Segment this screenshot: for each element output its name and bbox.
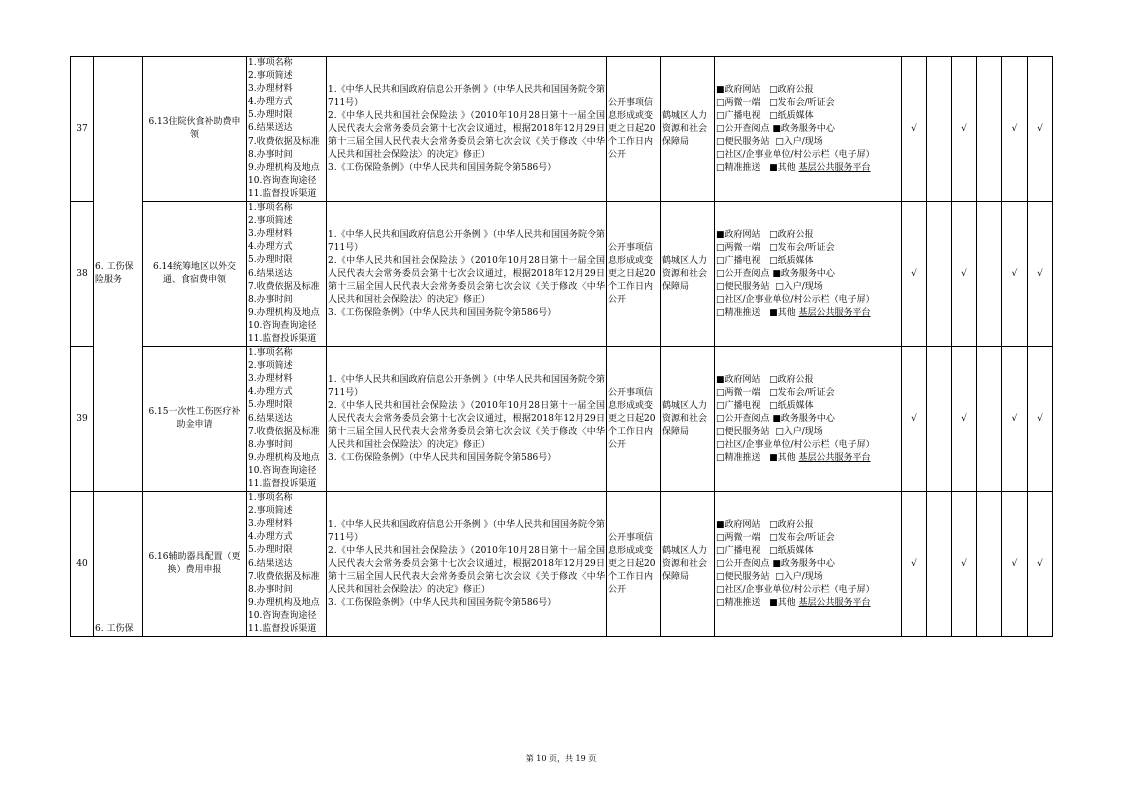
check-mark: √ [1028, 347, 1053, 492]
row-number: 39 [71, 347, 94, 492]
disclosure-basis: 1.《中华人民共和国政府信息公开条例 》（中华人民共和国国务院令第711号） 2.《中华人民共和国社会保险法 》（2010年10月28日第十一届全国人民代表大会常务委员会第十七次会议通过，根据2018年12月29日第十三届全国人民代表大会常务委员会第七次会议《关于修改〈中华人民共和国社会保险法〉的决定》修正） 3.《工伤保险条例》（中华人民共和国国务院令第586号） [327, 57, 607, 202]
service-category: 6. 工伤保险服务 [94, 57, 143, 492]
disclosure-channels: ■政府网站 □政府公报 □两微一端 □发布会/听证会 □广播电视 □纸质媒体 □公开查阅点 ■政务服务中心 □便民服务站 □入户/现场 □社区/企事业单位/村公示栏（电子屏） □精准推送 ■其他 基层公共服务平台 [715, 492, 902, 637]
check-mark: √ [902, 492, 927, 637]
disclosure-department: 鹤城区人力资源和社会保障局 [661, 347, 715, 492]
check-mark: √ [952, 202, 977, 347]
empty-cell [977, 202, 1002, 347]
row-number: 38 [71, 202, 94, 347]
empty-cell [977, 492, 1002, 637]
empty-cell [977, 57, 1002, 202]
disclosure-time-limit: 公开事项信息形成或变更之日起20个工作日内公开 [607, 492, 661, 637]
disclosure-content: 1.事项名称 2.事项简述 3.办理材料 4.办理方式 5.办理时限 6.结果送达 7.收费依据及标准 8.办事时间 9.办理机构及地点 10.咨询查询途径 11.监督投诉渠道 [247, 57, 327, 202]
disclosure-basis: 1.《中华人民共和国政府信息公开条例 》（中华人民共和国国务院令第711号） 2.《中华人民共和国社会保险法 》（2010年10月28日第十一届全国人民代表大会常务委员会第十七次会议通过，根据2018年12月29日第十三届全国人民代表大会常务委员会第七次会议《关于修改〈中华人民共和国社会保险法〉的决定》修正） 3.《工伤保险条例》（中华人民共和国国务院令第586号） [327, 202, 607, 347]
check-mark: √ [1002, 492, 1028, 637]
item-name: 6.13住院伙食补助费申领 [143, 57, 247, 202]
disclosure-time-limit: 公开事项信息形成或变更之日起20个工作日内公开 [607, 57, 661, 202]
disclosure-content: 1.事项名称 2.事项简述 3.办理材料 4.办理方式 5.办理时限 6.结果送达 7.收费依据及标准 8.办事时间 9.办理机构及地点 10.咨询查询途径 11.监督投诉渠道 [247, 202, 327, 347]
empty-cell [927, 347, 952, 492]
disclosure-department: 鹤城区人力资源和社会保障局 [661, 492, 715, 637]
empty-cell [927, 492, 952, 637]
disclosure-content: 1.事项名称 2.事项简述 3.办理材料 4.办理方式 5.办理时限 6.结果送达 7.收费依据及标准 8.办事时间 9.办理机构及地点 10.咨询查询途径 11.监督投诉渠道 [247, 347, 327, 492]
check-mark: √ [1028, 492, 1053, 637]
check-mark: √ [902, 57, 927, 202]
row-number: 40 [71, 492, 94, 637]
table-row [71, 57, 1053, 202]
item-name: 6.16辅助器具配置（更换）费用申报 [143, 492, 247, 637]
check-mark: √ [952, 347, 977, 492]
disclosure-time-limit: 公开事项信息形成或变更之日起20个工作日内公开 [607, 347, 661, 492]
disclosure-table [70, 56, 1053, 637]
disclosure-channels: ■政府网站 □政府公报 □两微一端 □发布会/听证会 □广播电视 □纸质媒体 □公开查阅点 ■政务服务中心 □便民服务站 □入户/现场 □社区/企事业单位/村公示栏（电子屏） □精准推送 ■其他 基层公共服务平台 [715, 202, 902, 347]
disclosure-basis: 1.《中华人民共和国政府信息公开条例 》（中华人民共和国国务院令第711号） 2.《中华人民共和国社会保险法 》（2010年10月28日第十一届全国人民代表大会常务委员会第十七次会议通过，根据2018年12月29日第十三届全国人民代表大会常务委员会第七次会议《关于修改〈中华人民共和国社会保险法〉的决定》修正） 3.《工伤保险条例》（中华人民共和国国务院令第586号） [327, 347, 607, 492]
check-mark: √ [952, 492, 977, 637]
row-number: 37 [71, 57, 94, 202]
page-footer: 第 10 页，共 19 页 [525, 754, 597, 763]
check-mark: √ [902, 202, 927, 347]
item-name: 6.14统筹地区以外交通、食宿费申领 [143, 202, 247, 347]
disclosure-content: 1.事项名称 2.事项简述 3.办理材料 4.办理方式 5.办理时限 6.结果送达 7.收费依据及标准 8.办事时间 9.办理机构及地点 10.咨询查询途径 11.监督投诉渠道 [247, 492, 327, 637]
table-row [71, 347, 1053, 492]
check-mark: √ [1028, 57, 1053, 202]
disclosure-department: 鹤城区人力资源和社会保障局 [661, 57, 715, 202]
check-mark: √ [1002, 57, 1028, 202]
empty-cell [927, 57, 952, 202]
empty-cell [927, 202, 952, 347]
disclosure-department: 鹤城区人力资源和社会保障局 [661, 202, 715, 347]
table-row [71, 202, 1053, 347]
check-mark: √ [902, 347, 927, 492]
disclosure-channels: ■政府网站 □政府公报 □两微一端 □发布会/听证会 □广播电视 □纸质媒体 □公开查阅点 ■政务服务中心 □便民服务站 □入户/现场 □社区/企事业单位/村公示栏（电子屏） □精准推送 ■其他 基层公共服务平台 [715, 347, 902, 492]
disclosure-channels: ■政府网站 □政府公报 □两微一端 □发布会/听证会 □广播电视 □纸质媒体 □公开查阅点 ■政务服务中心 □便民服务站 □入户/现场 □社区/企事业单位/村公示栏（电子屏） □精准推送 ■其他 基层公共服务平台 [715, 57, 902, 202]
disclosure-time-limit: 公开事项信息形成或变更之日起20个工作日内公开 [607, 202, 661, 347]
item-name: 6.15一次性工伤医疗补助金申请 [143, 347, 247, 492]
check-mark: √ [1028, 202, 1053, 347]
check-mark: √ [952, 57, 977, 202]
disclosure-basis: 1.《中华人民共和国政府信息公开条例 》（中华人民共和国国务院令第711号） 2.《中华人民共和国社会保险法 》（2010年10月28日第十一届全国人民代表大会常务委员会第十七次会议通过，根据2018年12月29日第十三届全国人民代表大会常务委员会第七次会议《关于修改〈中华人民共和国社会保险法〉的决定》修正） 3.《工伤保险条例》（中华人民共和国国务院令第586号） [327, 492, 607, 637]
check-mark: √ [1002, 347, 1028, 492]
empty-cell [977, 347, 1002, 492]
table-row [71, 492, 1053, 637]
service-category: 6. 工伤保 [94, 492, 143, 637]
check-mark: √ [1002, 202, 1028, 347]
